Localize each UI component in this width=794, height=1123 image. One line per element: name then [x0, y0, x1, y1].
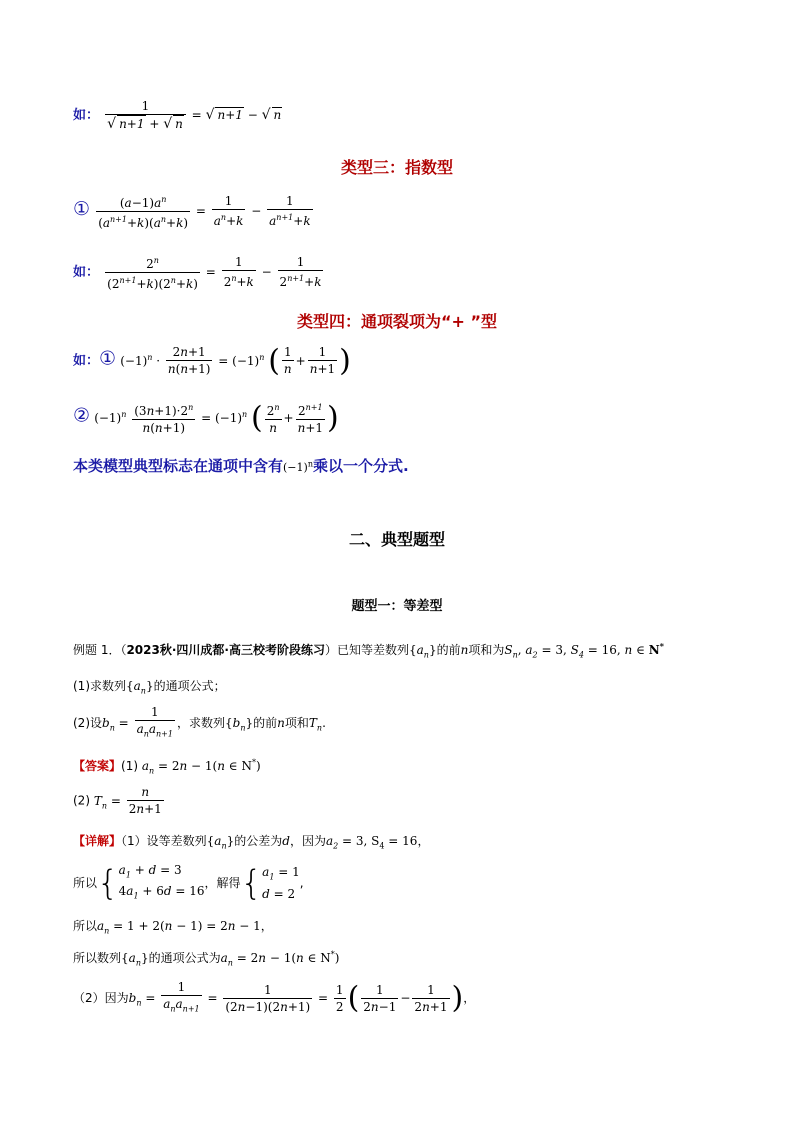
model-note: 本类模型典型标志在通项中含有$(-1)^n$乘以一个分式. [73, 457, 409, 475]
ru-label-3: 如： [73, 353, 100, 369]
note-post: 乘以一个分式. [312, 457, 409, 475]
ru-label: 如： [73, 108, 100, 123]
formula-line-exp [73, 192, 315, 231]
question-2: (2)设$b_n$ = $\frac{1}{a_na_{n+1}}$ ，求数列$\{b_n\}$的前n项和$T_n$. [73, 705, 326, 742]
example-lead: 例题 1．（ [73, 643, 127, 657]
answer-label: 【答案】 [73, 759, 122, 773]
section-heading: 二、典型题型 [348, 530, 445, 549]
detail-label: 【详解】 [73, 834, 122, 848]
question-1: (1)求数列$\{a_n\}$的通项公式； [73, 679, 226, 696]
heading-type3: 类型三：指数型 [340, 158, 453, 177]
answer-1: 【答案】(1) $a_n = 2n - 1(n$ ∈ N*) [73, 758, 261, 776]
formula-alt1: $(-1)^n$ · $\frac{2n+1}{n(n+1)}$ = $(-1)^n$ ( $\frac{1}{n}$ + $\frac{1}{n+1}$ ) [120, 343, 351, 378]
detail-1: 【详解】（1）设等差数列$\{a_n\}$的公差为d，因为$a_2 = 3$, $S_4 = 16$， [73, 834, 430, 851]
formula-exp-example: $\frac{2^n}{(2^{n+1}+k)(2^n+k)}$ = $\frac{1}{2^n+k}$ − $\frac{1}{2^{n+1}+k}$ [107, 255, 322, 291]
answer-2: (2) $T_n$ = $\frac{n}{2n+1}$ [73, 785, 162, 816]
note-pre: 本类模型典型标志在通项中含有 [73, 457, 284, 475]
formula-exp: $\frac{(a-1)a^n}{(a^{n+1}+k)(a^n+k)}$ = $\frac{1}{a^n+k}$ − $\frac{1}{a^{n+1}+k}$ [98, 194, 311, 230]
circle-two-label: ② [73, 404, 91, 427]
circle-one-label-2: ① [99, 347, 117, 370]
example-stem: 例题 1．（2023秋·四川成都·高三校考阶段练习）已知等差数列$\{a_n\}$的前n项和为$S_n$, $a_2 = 3$, $S_4 = 16$, n ∈ N* [73, 641, 664, 660]
formula-line-alt1 [73, 345, 351, 377]
problem-type-heading: 题型一：等差型 [351, 599, 443, 614]
formula-alt2: $(-1)^n$ $\frac{(3n+1)\cdot 2^n}{n(n+1)}$ = $(-1)^n$ ( $\frac{2^n}{n}$ + $\frac{2^{n+1}}{n+1}$ ) [94, 400, 339, 435]
detail-general-term: 所以数列$\{a_n\}$的通项公式为$a_n = 2n - 1(n$ ∈ N*) [73, 950, 340, 968]
example-sqrt-line [73, 99, 282, 132]
example-source: 2023秋·四川成都·高三校考阶段练习 [126, 643, 325, 657]
ru-label-2: 如： [73, 265, 100, 280]
formula-line-exp-example [73, 253, 325, 292]
formula-sqrt: $\frac{1}{√ n+1 + √ n}$ = √ n+1 − √ n [107, 99, 282, 132]
detail-2: （2）因为$b_n$ = $\frac{1}{a_na_{n+1}}$ = $\frac{1}{(2n-1)(2n+1)}$ = $\frac{1}{2}$ ( $\frac{1}{2n-1}$ − $\frac{1}{2n+1}$ )， [73, 980, 476, 1016]
heading-type4: 类型四：通项裂项为“+ ”型 [296, 312, 497, 331]
detail-an: 所以$a_n = 1 + 2(n - 1) = 2n - 1$， [73, 919, 273, 936]
circle-one-label: ① [73, 198, 91, 220]
formula-line-alt2 [73, 400, 339, 436]
detail-system: 所以{ $a_1 + d = 3$ $4a_1 + 6d = 16$ ，解得{ $a_1 = 1$ d = 2 , [73, 863, 304, 904]
